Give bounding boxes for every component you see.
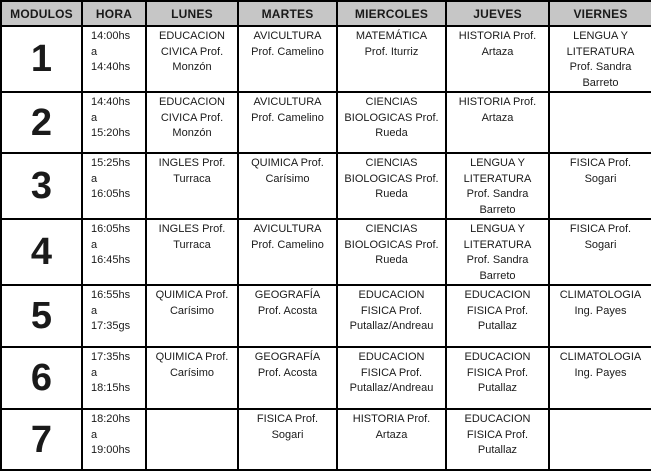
table-row — [1, 409, 651, 470]
class-cell-jueves: LENGUA Y LITERATURA Prof. Sandra Barreto — [446, 153, 549, 219]
module-number: 4 — [1, 219, 82, 285]
class-cell-martes: AVICULTURA Prof. Camelino — [238, 219, 337, 285]
class-cell-jueves: HISTORIA Prof. Artaza — [446, 26, 549, 92]
class-cell-jueves: LENGUA Y LITERATURA Prof. Sandra Barreto — [446, 219, 549, 285]
class-cell-miercoles: CIENCIAS BIOLOGICAS Prof. Rueda — [337, 92, 446, 153]
class-cell-viernes: CLIMATOLOGIA Ing. Payes — [549, 347, 651, 409]
class-cell-viernes: CLIMATOLOGIA Ing. Payes — [549, 285, 651, 347]
class-cell-martes: AVICULTURA Prof. Camelino — [238, 92, 337, 153]
time-range: 16:05hs a 16:45hs — [82, 219, 146, 285]
header-modulos: MODULOS — [1, 1, 82, 26]
class-cell-lunes: QUIMICA Prof. Carísimo — [146, 347, 238, 409]
time-range: 16:55hs a 17:35gs — [82, 285, 146, 347]
class-cell-lunes: INGLES Prof. Turraca — [146, 219, 238, 285]
class-cell-miercoles: CIENCIAS BIOLOGICAS Prof. Rueda — [337, 219, 446, 285]
header-viernes: VIERNES — [549, 1, 651, 26]
header-miercoles: MIERCOLES — [337, 1, 446, 26]
table-row — [1, 219, 651, 285]
class-cell-viernes: FISICA Prof. Sogari — [549, 153, 651, 219]
class-cell-jueves: EDUCACION FISICA Prof. Putallaz — [446, 409, 549, 470]
class-cell-lunes: EDUCACION CIVICA Prof. Monzón — [146, 92, 238, 153]
time-range: 17:35hs a 18:15hs — [82, 347, 146, 409]
table-row — [1, 285, 651, 347]
module-number: 1 — [1, 26, 82, 92]
table-row — [1, 153, 651, 219]
header-hora: HORA — [82, 1, 146, 26]
module-number: 5 — [1, 285, 82, 347]
class-cell-miercoles: MATEMÁTICA Prof. Iturriz — [337, 26, 446, 92]
class-cell-jueves: EDUCACION FISICA Prof. Putallaz — [446, 285, 549, 347]
module-number: 6 — [1, 347, 82, 409]
header-row — [1, 1, 651, 26]
time-range: 14:00hs a 14:40hs — [82, 26, 146, 92]
class-cell-martes: GEOGRAFÍA Prof. Acosta — [238, 285, 337, 347]
table-row — [1, 347, 651, 409]
class-cell-martes: QUIMICA Prof. Carísimo — [238, 153, 337, 219]
class-cell-miercoles: HISTORIA Prof. Artaza — [337, 409, 446, 470]
class-cell-lunes — [146, 409, 238, 470]
class-cell-viernes — [549, 409, 651, 470]
class-cell-jueves: EDUCACION FISICA Prof. Putallaz — [446, 347, 549, 409]
header-lunes: LUNES — [146, 1, 238, 26]
class-cell-viernes: FISICA Prof. Sogari — [549, 219, 651, 285]
class-cell-martes: GEOGRAFÍA Prof. Acosta — [238, 347, 337, 409]
class-cell-lunes: INGLES Prof. Turraca — [146, 153, 238, 219]
header-martes: MARTES — [238, 1, 337, 26]
time-range: 18:20hs a 19:00hs — [82, 409, 146, 470]
class-cell-viernes: LENGUA Y LITERATURA Prof. Sandra Barreto — [549, 26, 651, 92]
module-number: 2 — [1, 92, 82, 153]
class-cell-lunes: QUIMICA Prof. Carísimo — [146, 285, 238, 347]
class-cell-martes: AVICULTURA Prof. Camelino — [238, 26, 337, 92]
class-cell-miercoles: EDUCACION FISICA Prof. Putallaz/Andreau — [337, 285, 446, 347]
module-number: 7 — [1, 409, 82, 470]
module-number: 3 — [1, 153, 82, 219]
table-row — [1, 92, 651, 153]
class-cell-martes: FISICA Prof. Sogari — [238, 409, 337, 470]
time-range: 15:25hs a 16:05hs — [82, 153, 146, 219]
table-row — [1, 26, 651, 92]
class-cell-lunes: EDUCACION CIVICA Prof. Monzón — [146, 26, 238, 92]
time-range: 14:40hs a 15:20hs — [82, 92, 146, 153]
class-cell-viernes — [549, 92, 651, 153]
class-cell-miercoles: EDUCACION FISICA Prof. Putallaz/Andreau — [337, 347, 446, 409]
class-cell-miercoles: CIENCIAS BIOLOGICAS Prof. Rueda — [337, 153, 446, 219]
class-cell-jueves: HISTORIA Prof. Artaza — [446, 92, 549, 153]
header-jueves: JUEVES — [446, 1, 549, 26]
